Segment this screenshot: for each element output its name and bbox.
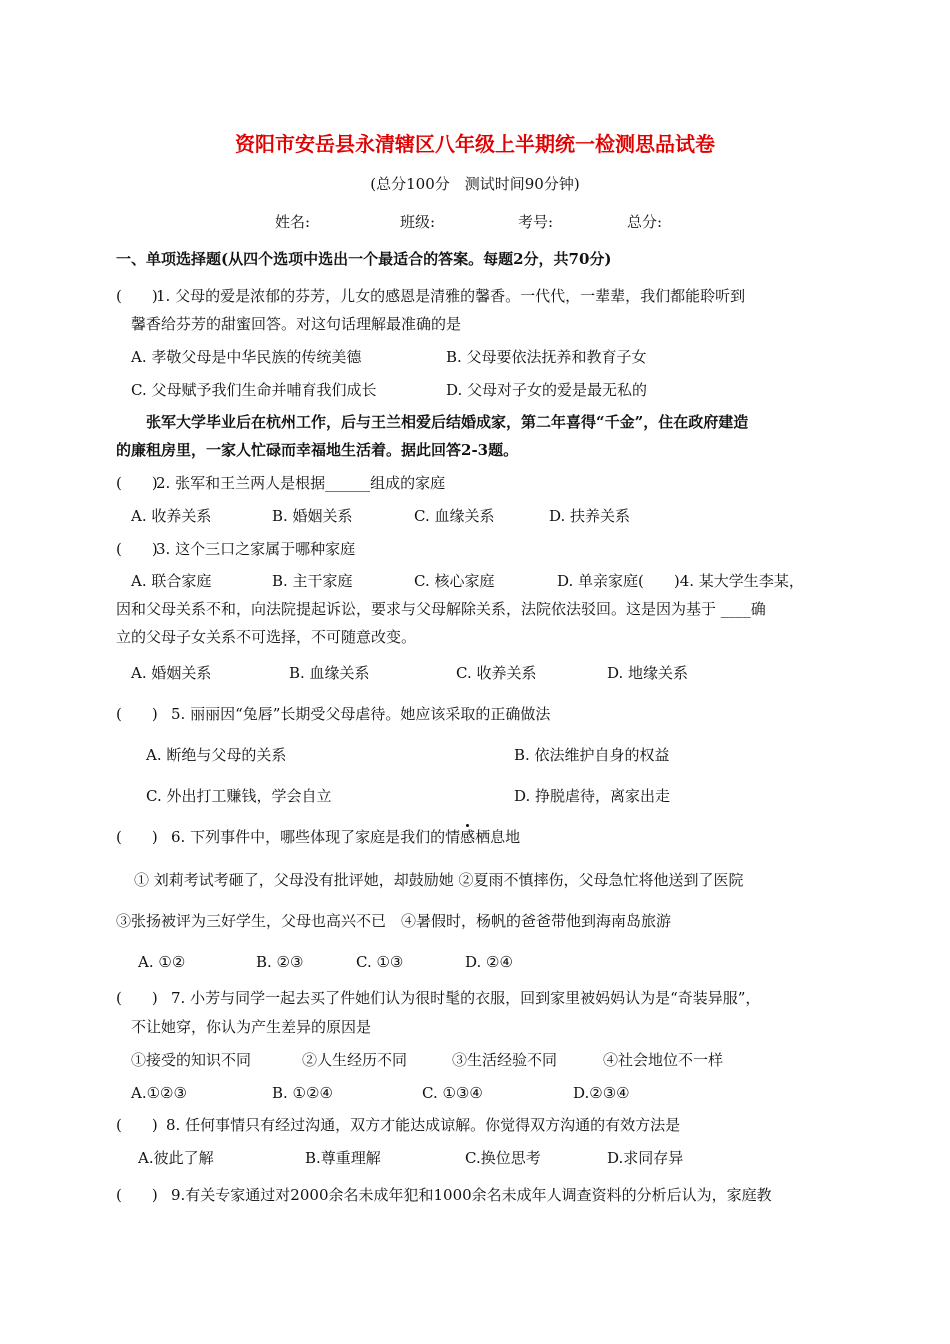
total-score-field-label: 总分: [627,213,663,231]
q6-option-a[interactable]: A. ①② [138,953,186,971]
question-9 [116,1185,772,1205]
question-6 [116,827,520,847]
material-paragraph: 张军大学毕业后在杭州工作，后与王兰相爱后结婚成家，第二年喜得“千金”，住在政府建造 [146,413,749,431]
question-8-stem: 8. 任何事情只有经过沟通，双方才能达成谅解。你觉得双方沟通的有效方法是 [166,1116,681,1134]
q5-option-b[interactable]: B. 依法维护自身的权益 [514,746,670,764]
q7-statement-4: ④社会地位不一样 [603,1051,724,1069]
question-5-stem: 5. 丽丽因“兔唇”长期受父母虐待。她应该采取的正确做法 [171,705,551,723]
q1-option-a[interactable]: A. 孝敬父母是中华民族的传统美德 [131,348,362,366]
q6-option-d[interactable]: D. ②④ [465,953,513,971]
question-4-stem-cont: 立的父母子女关系不可选择，不可随意改变。 [116,628,417,646]
exam-number-field-label: 考号: [518,213,554,231]
question-2 [116,473,445,493]
class-field-label: 班级: [400,213,436,231]
question-7-stem-cont: 不让她穿，你认为产生差异的原因是 [131,1018,372,1036]
q2-option-b[interactable]: B. 婚姻关系 [272,507,353,525]
exam-subtitle: (总分100分 测试时间90分钟) [370,175,580,193]
q7-option-b[interactable]: B. ①②④ [272,1084,333,1102]
q5-option-d[interactable]: D. 挣脱虐待，离家出走 [514,787,671,805]
q2-option-d[interactable]: D. 扶养关系 [549,507,631,525]
question-7-stem: 7. 小芳与同学一起去买了件她们认为很时髦的衣服，回到家里被妈妈认为是“奇装异服”， [171,989,761,1007]
question-8 [116,1115,680,1135]
q8-option-b[interactable]: B.尊重理解 [305,1149,381,1167]
question-1-stem: 1. 父母的爱是浓郁的芬芳，儿女的感恩是清雅的馨香。一代代，一辈辈，我们都能聆听到 [156,287,746,305]
material-paragraph-cont: 的廉租房里，一家人忙碌而幸福地生活着。据此回答2-3题。 [116,441,519,459]
q3-option-a[interactable]: A. 联合家庭 [131,572,212,590]
answer-blank[interactable]: ( ) [116,474,158,492]
q7-option-c[interactable]: C. ①③④ [422,1084,483,1102]
q4-option-b[interactable]: B. 血缘关系 [289,664,370,682]
q7-statement-1: ①接受的知识不同 [131,1051,252,1069]
question-9-stem: 9.有关专家通过对2000余名未成年犯和1000余名未成年人调查资料的分析后认为，家庭教 [171,1186,772,1204]
q5-option-a[interactable]: A. 断绝与父母的关系 [146,746,287,764]
q7-statement-3: ③生活经验不同 [452,1051,558,1069]
q3-option-c[interactable]: C. 核心家庭 [414,572,495,590]
q4-option-a[interactable]: A. 婚姻关系 [131,664,212,682]
q6-statements-1: ① 刘莉考试考砸了，父母没有批评她，却鼓励她 ②夏雨不慎摔伤，父母急忙将他送到了医院 [134,871,744,889]
question-6-stem: 6. 下列事件中，哪些体现了家庭是我们的情 [171,828,461,846]
question-7 [116,988,760,1008]
answer-blank[interactable]: ( ) [116,1186,158,1204]
q1-option-b[interactable]: B. 父母要依法抚养和教育子女 [446,348,647,366]
name-field-label: 姓名: [275,213,311,231]
q4-option-d[interactable]: D. 地缘关系 [607,664,689,682]
answer-blank[interactable]: ( ) [116,828,158,846]
q6-option-c[interactable]: C. ①③ [356,953,404,971]
question-6-stem-end: 栖息地 [475,828,521,846]
q1-option-c[interactable]: C. 父母赋予我们生命并哺育我们成长 [131,381,377,399]
exam-title: 资阳市安岳县永清辖区八年级上半期统一检测思品试卷 [235,132,715,156]
q2-option-c[interactable]: C. 血缘关系 [414,507,495,525]
question-4-stem: 因和父母关系不和，向法院提起诉讼，要求与父母解除关系，法院依法驳回。这是因为基于 ____确 [116,600,766,618]
section-heading: 一、单项选择题(从四个选项中选出一个最适合的答案。每题2分，共70分) [116,250,612,268]
q6-statements-2: ③张扬被评为三好学生，父母也高兴不已 ④暑假时，杨帆的爸爸带他到海南岛旅游 [116,912,672,930]
q3-option-d[interactable]: D. 单亲家庭( )4. 某大学生李某， [557,572,804,590]
q3-option-b[interactable]: B. 主干家庭 [272,572,353,590]
q1-option-d[interactable]: D. 父母对子女的爱是最无私的 [446,381,648,399]
question-2-stem: 2. 张军和王兰两人是根据______组成的家庭 [156,474,446,492]
q5-option-c[interactable]: C. 外出打工赚钱，学会自立 [146,787,332,805]
q7-option-d[interactable]: D.②③④ [573,1084,630,1102]
answer-blank[interactable]: ( ) [116,540,158,558]
question-1 [116,286,745,306]
emphasis-char: 感 [460,828,476,846]
answer-blank[interactable]: ( ) [116,705,158,723]
q4-option-c[interactable]: C. 收养关系 [456,664,537,682]
q7-statement-2: ②人生经历不同 [302,1051,408,1069]
answer-blank[interactable]: ( ) [116,287,158,305]
answer-blank[interactable]: ( ) [116,989,158,1007]
q2-option-a[interactable]: A. 收养关系 [131,507,212,525]
answer-blank[interactable]: ( ) [116,1116,158,1134]
question-5 [116,704,550,724]
q8-option-c[interactable]: C.换位思考 [465,1149,541,1167]
q8-option-d[interactable]: D.求同存异 [607,1149,684,1167]
q7-option-a[interactable]: A.①②③ [131,1084,187,1102]
q8-option-a[interactable]: A.彼此了解 [138,1149,214,1167]
question-3-stem: 3. 这个三口之家属于哪种家庭 [156,540,356,558]
question-1-stem-cont: 馨香给芬芳的甜蜜回答。对这句话理解最准确的是 [131,315,462,333]
q6-option-b[interactable]: B. ②③ [256,953,304,971]
question-3 [116,539,355,559]
